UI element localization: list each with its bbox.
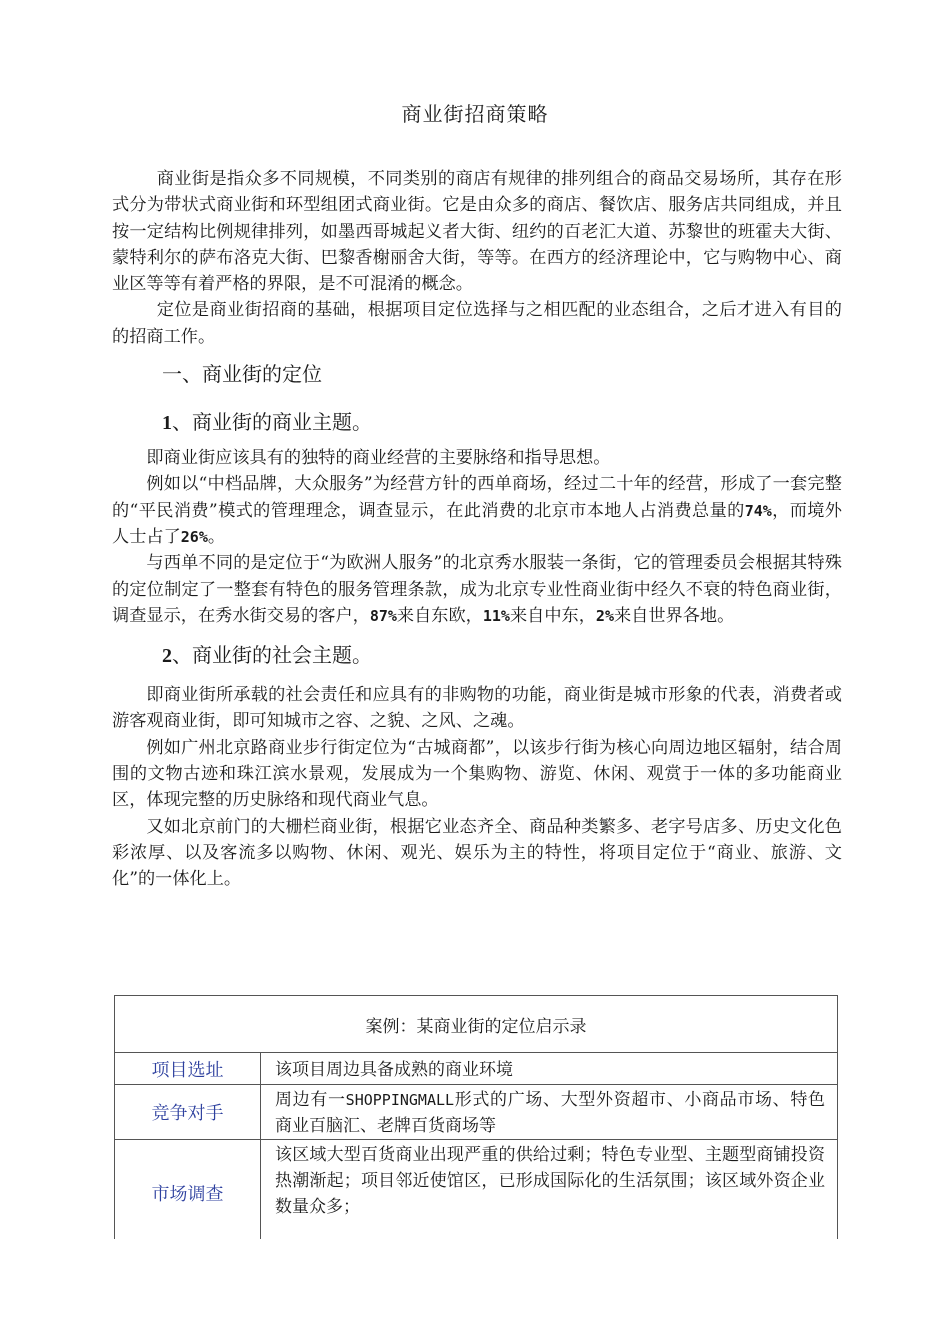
text-run: SHOPPINGMALL bbox=[345, 1091, 455, 1109]
text-run: 例如以“中档品牌，大众服务”为经营方针的西单商场，经过二十年的经营，形成了一套完整的“平民消费”模式的管理理念，调查显示，在此消费的北京市本地人占消费总量的 bbox=[112, 474, 842, 521]
text-run: 与西单不同的是定位于“为欧洲人服务”的北京秀水服装一条街，它的管理委员会根据其特殊的定位制定了一整套有特色的服务管理条款，成为北京专业性商业街中经久不衰的特色商业街，调查显示，在秀水街交易的客户， bbox=[112, 553, 842, 626]
commercial-theme-definition: 即商业街应该具有的独特的商业经营的主要脉络和指导思想。 bbox=[146, 448, 611, 469]
commercial-theme-example-xiushui bbox=[112, 550, 842, 629]
document-body bbox=[112, 166, 842, 893]
text-run: 。 bbox=[207, 526, 226, 547]
case-row-label: 项目选址 bbox=[115, 1053, 261, 1085]
text-run: ，而境外人士占了 bbox=[112, 500, 842, 547]
text-run: 来自世界各地。 bbox=[613, 605, 735, 626]
percentage-value: 74% bbox=[744, 501, 772, 520]
case-row-value: 该区域大型百货商业出现严重的供给过剩；特色专业型、主题型商铺投资热潮渐起；项目邻近使馆区，已形成国际化的生活氛围；该区域外资企业数量众多； bbox=[261, 1140, 838, 1247]
text-run: 形式的广场、大型外资超市、小商品市场、特色商业百脑汇、老牌百货商场等 bbox=[275, 1090, 826, 1136]
text-run: 来自中东， bbox=[509, 605, 596, 626]
percentage-value: 87% bbox=[369, 606, 397, 625]
case-table-header: 案例：某商业街的定位启示录 bbox=[115, 996, 838, 1053]
subsection-heading-social-theme bbox=[112, 641, 842, 670]
case-row-value: 该项目周边具备成熟的商业环境 bbox=[261, 1053, 838, 1085]
social-theme-example-guangzhou: 例如广州北京路商业步行街定位为“古城商都”，以该步行街为核心向周边地区辐射，结合周围的文物古迹和珠江滨水景观，发展成为一个集购物、游览、休闲、观赏于一体的多功能商业区，体现完整的历史脉络和现代商业气息。 bbox=[112, 737, 842, 811]
percentage-value: 11% bbox=[482, 606, 510, 625]
text-run: 来自东欧， bbox=[396, 605, 483, 626]
subsection-title: 、商业街的商业主题。 bbox=[172, 410, 372, 435]
subsection-heading-commercial-theme bbox=[112, 408, 842, 437]
table-row bbox=[115, 1140, 838, 1247]
case-row-label: 竞争对手 bbox=[115, 1085, 261, 1140]
subsection-title: 、商业街的社会主题。 bbox=[172, 643, 372, 668]
document-title: 商业街招商策略 bbox=[401, 102, 549, 126]
case-row-label: 市场调查 bbox=[115, 1140, 261, 1247]
table-row bbox=[115, 1053, 838, 1085]
intro-paragraph-1: 商业街是指众多不同规模，不同类别的商店有规律的排列组合的商品交易场所，其存在形式分为带状式商业街和环型组团式商业街。它是由众多的商店、餐饮店、服务店共同组成，并且按一定结构比例规律排列，如墨西哥城起义者大街、纽约的百老汇大道、苏黎世的班霍夫大街、蒙特利尔的萨布洛克大街、巴黎香榭丽舍大街，等等。在西方的经济理论中，它与购物中心、商业区等等有着严格的界限，是不可混淆的概念。 bbox=[112, 169, 842, 295]
intro-paragraph-2: 定位是商业街招商的基础，根据项目定位选择与之相匹配的业态组合，之后才进入有目的的招商工作。 bbox=[112, 300, 842, 347]
subsection-number: 1 bbox=[162, 412, 172, 435]
subsection-number: 2 bbox=[162, 645, 172, 668]
section-heading-positioning: 一、商业街的定位 bbox=[162, 362, 322, 387]
percentage-value: 2% bbox=[595, 606, 614, 625]
table-row bbox=[115, 1085, 838, 1140]
case-row-value bbox=[261, 1085, 838, 1140]
commercial-theme-example-xidan bbox=[112, 471, 842, 550]
percentage-value: 26% bbox=[180, 527, 208, 546]
case-study-table bbox=[114, 995, 838, 1247]
social-theme-example-dashilan: 又如北京前门的大栅栏商业街，根据它业态齐全、商品种类繁多、老字号店多、历史文化色彩浓厚、以及客流多以购物、休闲、观光、娱乐为主的特性，将项目定位于“商业、旅游、文化”的一体化上。 bbox=[112, 816, 842, 890]
text-run: 周边有一 bbox=[275, 1090, 346, 1110]
page-bottom-margin bbox=[0, 1239, 950, 1344]
social-theme-definition: 即商业街所承载的社会责任和应具有的非购物的功能，商业街是城市形象的代表，消费者或游客观商业街，即可知城市之容、之貌、之风、之魂。 bbox=[112, 685, 842, 732]
